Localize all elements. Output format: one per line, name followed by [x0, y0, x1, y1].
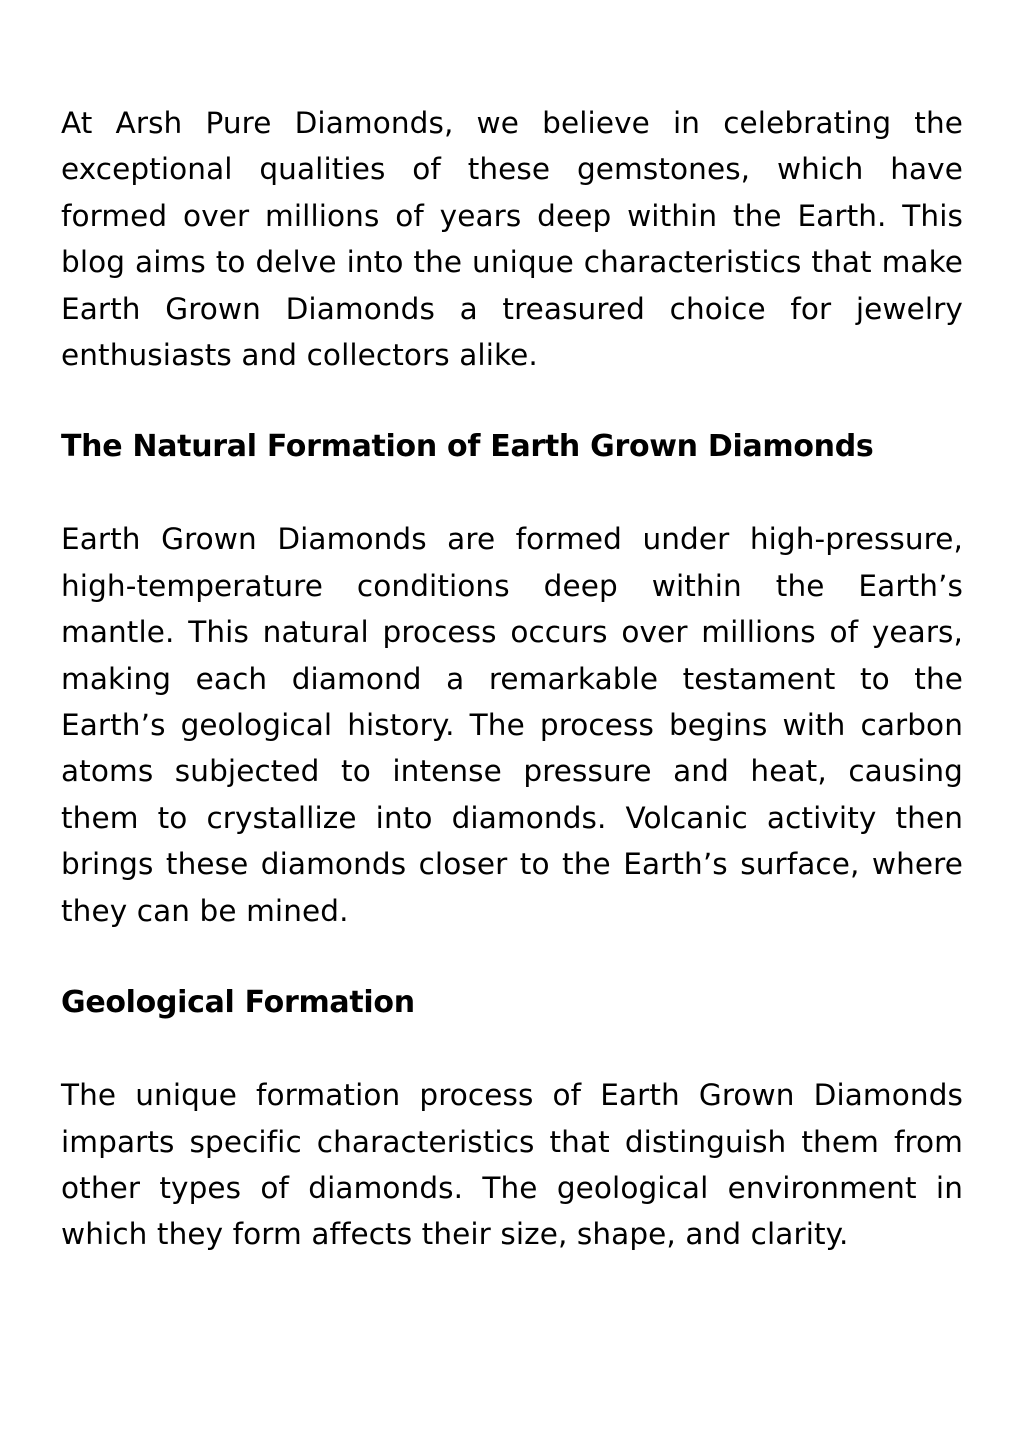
document-page	[61, 100, 963, 1258]
natural-formation-paragraph: Earth Grown Diamonds are formed under high-pressure, high-temperature conditions deep within the Earth’s mantle. This natural process occurs over millions of years, making each diamond a remarkable testament to the Earth’s geological history. The process begins with carbon atoms subjected to intense pressure and heat, causing them to crystallize into diamonds. Volcanic activity then brings these diamonds closer to the Earth’s surface, where they can be mined.	[61, 522, 963, 928]
section-heading-geological-formation: Geological Formation	[61, 985, 415, 1021]
geological-formation-paragraph: The unique formation process of Earth Grown Diamonds imparts specific characteristics that distinguish them from other types of diamonds. The geological environment in which they form affects their size, shape, and clarity.	[61, 1078, 963, 1252]
intro-paragraph: At Arsh Pure Diamonds, we believe in celebrating the exceptional qualities of these gemstones, which have formed over millions of years deep within the Earth. This blog aims to delve into the unique characteristics that make Earth Grown Diamonds a treasured choice for jewelry enthusiasts and collectors alike.	[61, 106, 963, 373]
section-heading-natural-formation: The Natural Formation of Earth Grown Diamonds	[61, 429, 874, 465]
